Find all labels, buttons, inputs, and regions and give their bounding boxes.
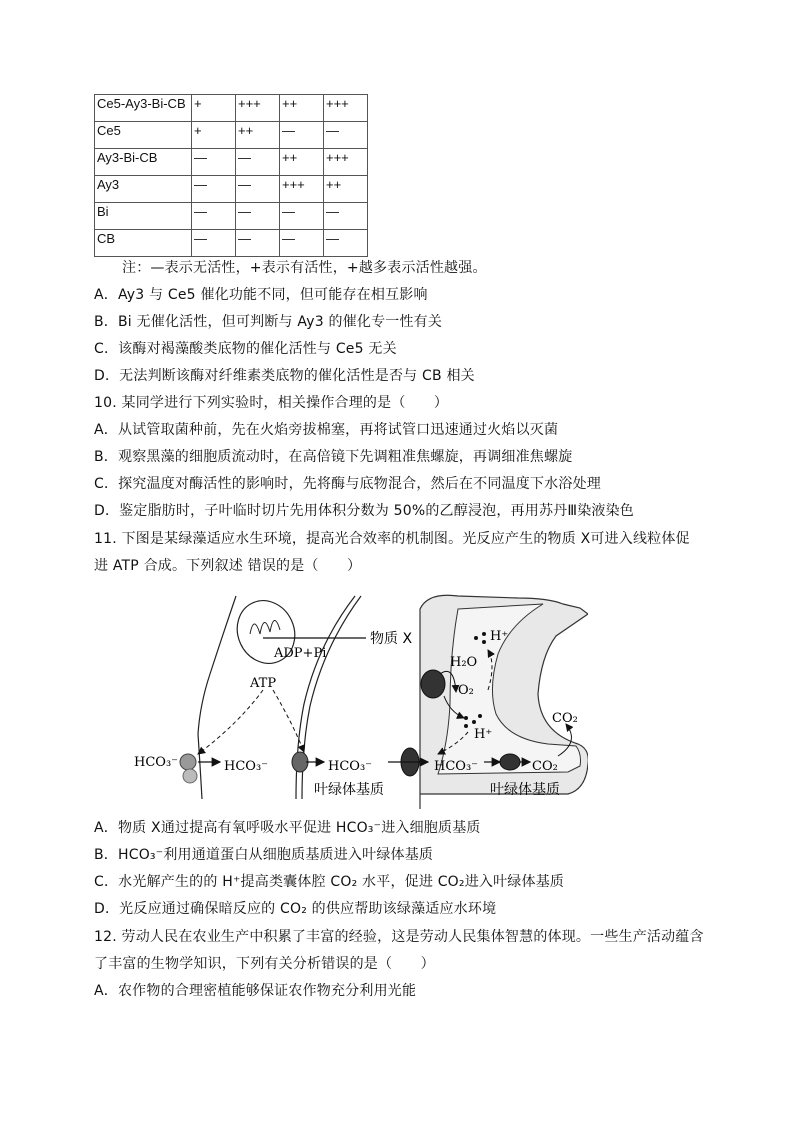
o2-label: O₂ (458, 683, 474, 698)
q9-option-c: C．该酶对褐藻酸类底物的催化活性与 Ce5 无关 (94, 341, 397, 357)
h-plus-label-top: H⁺ (490, 629, 509, 644)
stroma-label-2: 叶绿体基质 (490, 782, 560, 798)
table-row (95, 95, 368, 122)
h2o-label: H₂O (450, 655, 478, 670)
table-cell: — (324, 230, 368, 257)
h-plus-label-bottom: H⁺ (474, 727, 493, 742)
q11-option-c: C．水光解产生的的 H⁺提高类囊体腔 CO₂ 水平，促进 CO₂进入叶绿体基质 (94, 874, 565, 890)
table-cell: Ay3 (95, 176, 192, 203)
table-cell: CB (95, 230, 192, 257)
table-row (95, 230, 368, 257)
table-cell: — (236, 230, 280, 257)
table-cell: +++ (324, 149, 368, 176)
table-cell: — (280, 122, 324, 149)
table-cell: — (324, 122, 368, 149)
q10-option-d: D．鉴定脂肪时，子叶临时切片先用体积分数为 50%的乙醇浸泡，再用苏丹Ⅲ染液染色 (94, 503, 634, 519)
table-cell: + (192, 122, 236, 149)
table-cell: — (236, 203, 280, 230)
atp-arrow-left (198, 690, 263, 754)
table-row (95, 203, 368, 230)
table-cell: — (236, 176, 280, 203)
q11-option-b: B．HCO₃⁻利用通道蛋白从细胞质基质进入叶绿体基质 (94, 847, 434, 863)
table-cell: — (324, 203, 368, 230)
table-cell: — (192, 203, 236, 230)
atp-arrow-right (273, 690, 304, 752)
table-cell: Ce5-Ay3-Bi-CB (95, 95, 192, 122)
table-cell: + (192, 95, 236, 122)
q10-option-a: A．从试管取菌种前，先在火焰旁拔棉塞，再将试管口迅速通过火焰以灭菌 (94, 422, 559, 438)
table-cell: ++ (280, 149, 324, 176)
q12-option-a: A．农作物的合理密植能够保证农作物充分利用光能 (94, 983, 417, 999)
q9-option-a: A．Ay3 与 Ce5 催化功能不同，但可能存在相互影响 (94, 287, 428, 303)
mitochondrion (227, 594, 305, 673)
table-cell: — (192, 149, 236, 176)
table-note: 注：—表示无活性，+表示有活性，+越多表示活性越强。 (122, 260, 487, 276)
substance-x-label: 物质 X (370, 631, 413, 647)
table-cell: ++ (324, 176, 368, 203)
table-cell: — (192, 230, 236, 257)
table-cell: Ay3-Bi-CB (95, 149, 192, 176)
hco3-label-3: HCO₃⁻ (328, 759, 373, 774)
hco3-label-2: HCO₃⁻ (224, 759, 269, 774)
q9-option-d: D．无法判断该酶对纤维素类底物的催化活性是否与 CB 相关 (94, 368, 475, 384)
table-cell: +++ (280, 176, 324, 203)
table-cell: Ce5 (95, 122, 192, 149)
table-cell: — (280, 203, 324, 230)
table-row (95, 122, 368, 149)
transporter-envelope (292, 752, 308, 772)
q11-stem-line1: 11. 下图是某绿藻适应水生环境，提高光合效率的机制图。光反应产生的物质 X可进入线粒体促 (94, 531, 690, 547)
q11-option-a: A．物质 X通过提高有氧呼吸水平促进 HCO₃⁻进入细胞质基质 (94, 820, 481, 836)
q11-stem-line2: 进 ATP 合成。下列叙述 错误的是（ ） (94, 558, 362, 574)
table-cell: — (192, 176, 236, 203)
q12-stem-line2: 了丰富的生物学知识，下列有关分析错误的是（ ） (94, 956, 435, 972)
q11-option-d: D．光反应通过确保暗反应的 CO₂ 的供应帮助该绿藻适应水环境 (94, 901, 497, 917)
hco3-label-1: HCO₃⁻ (134, 755, 179, 770)
algae-mechanism-diagram (128, 594, 588, 809)
transporter-cell (180, 754, 196, 770)
q12-stem-line1: 12. 劳动人民在农业生产中积累了丰富的经验，这是劳动人民集体智慧的体现。一些生产活动蕴含 (94, 929, 704, 945)
table-cell: +++ (236, 95, 280, 122)
q10-stem: 10. 某同学进行下列实验时，相关操作合理的是（ ） (94, 395, 449, 411)
co2-label-stroma: CO₂ (532, 759, 558, 774)
table-cell: Bi (95, 203, 192, 230)
stroma-label-1: 叶绿体基质 (314, 782, 384, 798)
q9-option-b: B．Bi 无催化活性，但可判断与 Ay3 的催化专一性有关 (94, 314, 443, 330)
table-cell: — (236, 149, 280, 176)
photosystem-protein (421, 670, 445, 698)
adp-label: ADP+Pi (274, 646, 327, 661)
co2-label-out: CO₂ (552, 711, 578, 726)
enzyme-activity-table (94, 94, 368, 257)
q10-option-b: B．观察黑藻的细胞质流动时，在高倍镜下先调粗准焦螺旋，再调细准焦螺旋 (94, 449, 573, 465)
table-cell: ++ (280, 95, 324, 122)
table-row (95, 149, 368, 176)
table-cell: +++ (324, 95, 368, 122)
hco3-label-4: HCO₃⁻ (434, 759, 479, 774)
q10-option-c: C．探究温度对酶活性的影响时，先将酶与底物混合，然后在不同温度下水浴处理 (94, 476, 601, 492)
carbonic-anhydrase (500, 754, 520, 770)
table-cell: ++ (236, 122, 280, 149)
table-cell: — (280, 230, 324, 257)
table-row (95, 176, 368, 203)
atp-label: ATP (250, 676, 277, 691)
